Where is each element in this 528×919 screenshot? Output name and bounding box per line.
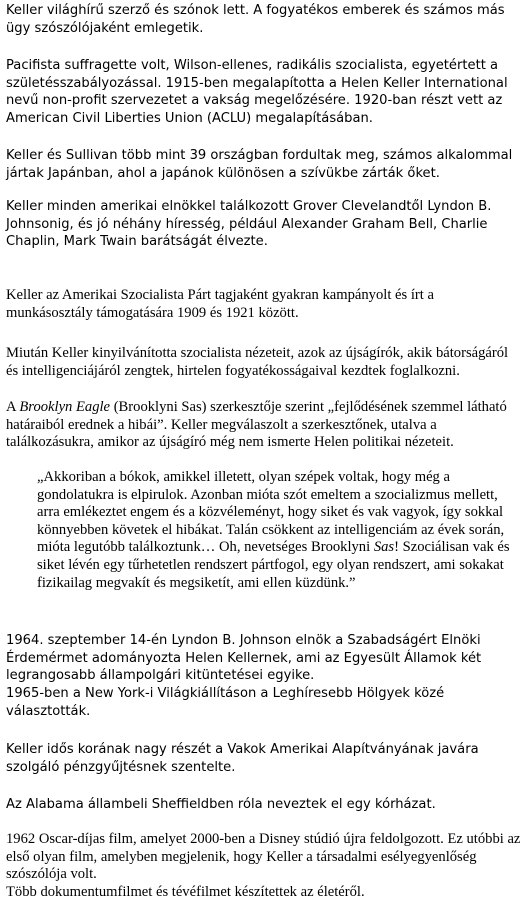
paragraph-foundation: Keller idős korának nagy részét a Vakok Amerikai Alapítványának javára szolgáló pénzgyűjtésnek szentelte. xyxy=(6,742,479,775)
paragraph-brooklyn-eagle xyxy=(6,399,522,452)
quote-part-2: ! Szociálisan vak és siket lévén egy tűrhetetlen rendszert pártfogol, egy olyan rendszert, ami sokakat fizikailag megvakít és megsiketít, ami ellen küzdünk.” xyxy=(37,539,510,591)
paragraph-fame: Keller világhírű szerző és szónok lett. A fogyatékos emberek és számos más ügy szószólójaként emlegetik. xyxy=(6,3,505,36)
paragraph-documentaries: Több dokumentumfilmet és tévéfilmet készítettek az életéről. xyxy=(6,884,365,900)
quote-part-1: „Akkoriban a bókok, amikkel illetett, olyan szépek voltak, hogy még a gondolatukra is elpirulok. Azonban mióta szót emeltem a szocializmus mellett, arra emlékeztet engem és a közvéleményt, hogy siket és vak vagyok, így sokkal könnyebben követek el hibákat. Talán csökkent az intelligenciám az évek során, mióta legutóbb találkoztunk… Oh, nevetséges Brooklyni xyxy=(37,469,505,556)
paragraph-hospital: Az Alabama állambeli Sheffieldben róla neveztek el egy kórházat. xyxy=(6,797,436,812)
blockquote-keller-reply xyxy=(37,469,517,592)
p7-rest: (Brooklyni Sas) szerkesztője szerint „fejlődésének szemmel látható határaiból erednek a hibái”. Keller megválaszolt a szerkesztőnek, utalva a találkozásukra, amikor az újságíró még nem ismerte Helen politikai nézeteit. xyxy=(6,399,507,451)
paragraph-pacifist: Pacifista suffragette volt, Wilson-ellenes, radikális szocialista, egyetértett a születésszabályozással. 1915-ben megalapította a Helen Keller International nevű non-profit szervezetet a vakság megelőzésére. 1920-ban részt vett az American Civil Liberties Union (ACLU) megalapításában. xyxy=(6,58,508,126)
paragraph-travel: Keller és Sullivan több mint 39 országban fordultak meg, számos alkalommal jártak Japánban, ahol a japánok különösen a szívükbe zárták őket. xyxy=(6,148,513,181)
quote-emphasis: Sas xyxy=(373,539,395,556)
paragraph-journalists: Miután Keller kinyilvánította szocialista nézeteit, azok az újságírók, akik bátorságáról és intelligenciájáról zengtek, hirtelen fogyatékosságaival kezdtek foglalkozni. xyxy=(6,345,509,379)
paragraph-worlds-fair: 1965-ben a New York-i Világkiállításon a Leghíresebb Hölgyek közé választották. xyxy=(6,686,445,719)
p7-prefix: A xyxy=(6,399,20,415)
paragraph-film: 1962 Oscar-díjas film, amelyet 2000-ben a Disney stúdió újra feldolgozott. Ez utóbbi az első olyan film, amelyben megjelenik, hogy Keller a társadalmi esélyegyenlőség szószólója volt. xyxy=(6,831,521,883)
paragraph-medal-of-freedom: 1964. szeptember 14-én Lyndon B. Johnson elnök a Szabadságért Elnöki Érdemérmet adományozta Helen Kellernek, ami az Egyesült Államok két legrangosabb állampolgári kitüntetései egyike. xyxy=(6,633,482,683)
paragraph-presidents: Keller minden amerikai elnökkel találkozott Grover Clevelandtől Lyndon B. Johnsonig, és jó néhány híresség, például Alexander Graham Bell, Charlie Chaplin, Mark Twain barátságát élvezte. xyxy=(6,199,492,249)
paragraph-socialist-party: Keller az Amerikai Szocialista Párt tagjaként gyakran kampányolt és írt a munkásosztály támogatására 1909 és 1921 között. xyxy=(6,287,434,321)
newspaper-name: Brooklyn Eagle xyxy=(19,399,111,415)
